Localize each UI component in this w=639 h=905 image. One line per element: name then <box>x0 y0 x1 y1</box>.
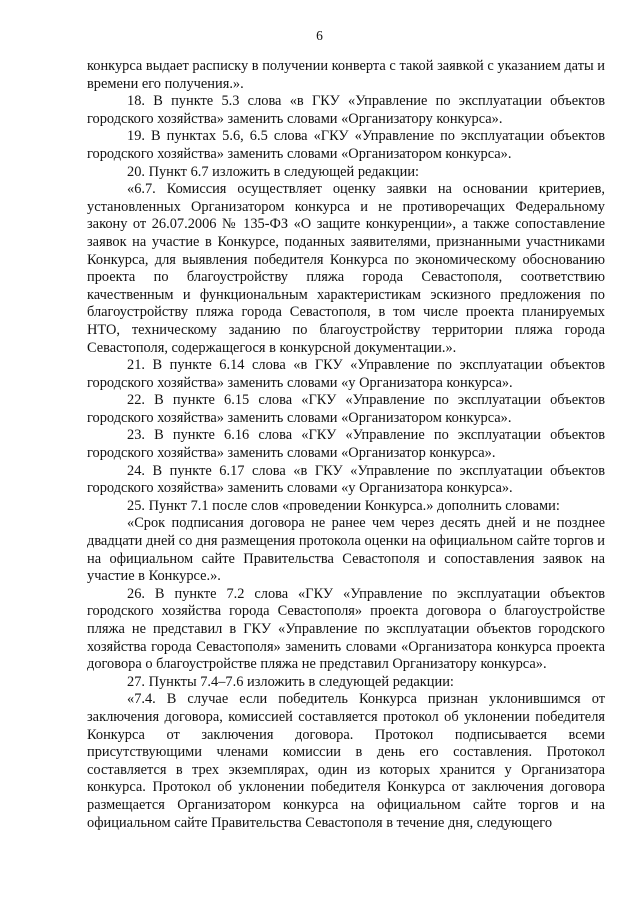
document-body <box>87 58 605 832</box>
paragraph-item-24: 24. В пункте 6.17 слова «в ГКУ «Управление по эксплуатации объектов городского хозяйства» заменить словами «у Организатора конкурса». <box>87 462 605 497</box>
page-number: 6 <box>316 28 323 43</box>
paragraph-quote-7-4: «7.4. В случае если победитель Конкурса признан уклонившимся от заключения договора, комиссией составляется протокол об уклонении победителя Конкурса от заключения договора. Протокол подписывается всеми присутствующими членами комиссии в день его составления. Протокол составляется в трех экземплярах, один из которых хранится у Организатора конкурса. Протокол об уклонении победителя Конкурса от заключения договора размещается Организатором конкурса на официальном сайте торгов и на официальном сайте Правительства Севастополя в течение дня, следующего <box>87 691 605 831</box>
paragraph-item-20: 20. Пункт 6.7 изложить в следующей редакции: <box>127 163 420 180</box>
paragraph-item-26: 26. В пункте 7.2 слова «ГКУ «Управление по эксплуатации объектов городского хозяйства города Севастополя» проекта договора о благоустройстве пляжа не представил в ГКУ «Управление по эксплуатации объектов городского хозяйства города Севастополя» заменить словами «Организатора конкурса проекта договора о благоустройстве пляжа не представил Организатору конкурса». <box>87 585 605 673</box>
paragraph-item-23: 23. В пункте 6.16 слова «ГКУ «Управление по эксплуатации объектов городского хозяйства» заменить словами «Организатор конкурса». <box>87 427 605 462</box>
paragraph-quote-6-7: «6.7. Комиссия осуществляет оценку заявки на основании критериев, установленных Организатором конкурса и не противоречащих Федеральному закону от 26.07.2006 № 135-ФЗ «О защите конкуренции», а также сопоставление заявок на участие в Конкурсе, поданных заявителями, признанными участниками Конкурса, для выявления победителя Конкурса по экономическому обоснованию проекта по благоустройству пляжа города Севастополя, соответствию качественным и функциональным характеристикам эскизного предложения по благоустройству пляжа города Севастополя, в том числе проекта планируемых НТО, техническому заданию по благоустройству территории пляжа города Севастополя, содержащегося в конкурсной документации.». <box>87 181 605 356</box>
paragraph-quote-7-1: «Срок подписания договора не ранее чем через десять дней и не позднее двадцати дней со дня размещения протокола оценки на официальном сайте торгов и на официальном сайте Правительства Севастополя и сопоставления заявок на участие в Конкурсе.». <box>87 515 605 585</box>
paragraph-item-19: 19. В пунктах 5.6, 6.5 слова «ГКУ «Управление по эксплуатации объектов городского хозяйства» заменить словами «Организатором конкурса». <box>87 128 605 162</box>
paragraph-item-21: 21. В пункте 6.14 слова «в ГКУ «Управление по эксплуатации объектов городского хозяйства» заменить словами «у Организатора конкурса». <box>87 357 605 391</box>
paragraph-item-25: 25. Пункт 7.1 после слов «проведении Конкурса.» дополнить словами: <box>127 497 560 514</box>
paragraph-item-22: 22. В пункте 6.15 слова «ГКУ «Управление по эксплуатации объектов городского хозяйства» заменить словами «Организатором конкурса». <box>87 392 605 426</box>
paragraph-item-18: 18. В пункте 5.3 слова «в ГКУ «Управление по эксплуатации объектов городского хозяйства» заменить словами «Организатору конкурса». <box>87 93 605 127</box>
paragraph-continuation: конкурса выдает расписку в получении конверта с такой заявкой с указанием даты и времени его получения.». <box>87 58 605 92</box>
paragraph-item-27: 27. Пункты 7.4–7.6 изложить в следующей редакции: <box>127 673 454 690</box>
